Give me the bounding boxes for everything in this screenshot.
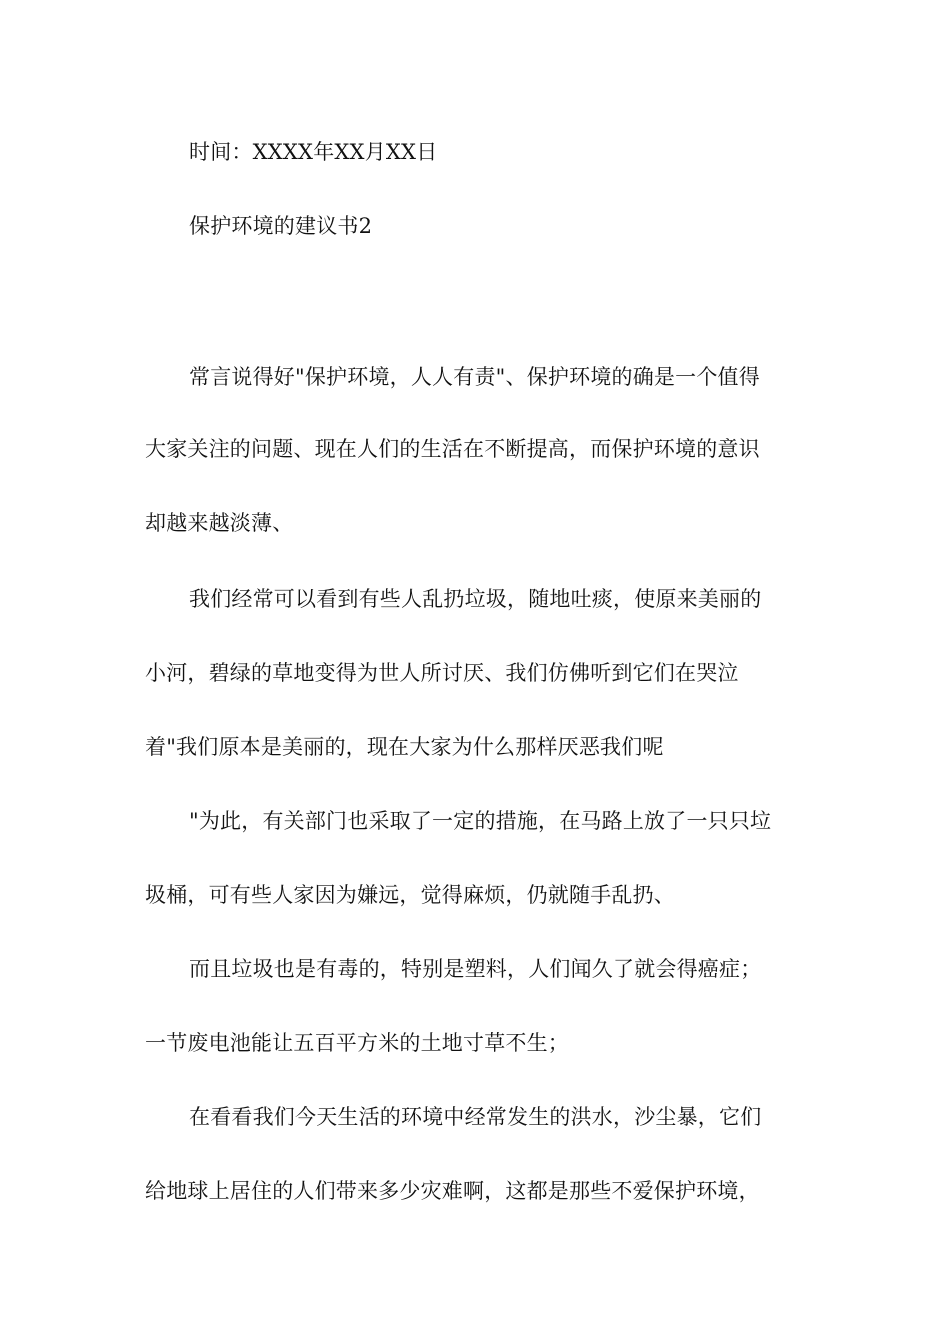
paragraph-line: 却越来越淡薄、 bbox=[145, 511, 294, 535]
paragraph-line: 给地球上居住的人们带来多少灾难啊，这都是那些不爱保护环境， bbox=[145, 1179, 760, 1203]
paragraph-line: 在看看我们今天生活的环境中经常发生的洪水，沙尘暴，它们 bbox=[189, 1105, 762, 1129]
paragraph-line: 圾桶，可有些人家因为嫌远，觉得麻烦，仍就随手乱扔、 bbox=[145, 883, 675, 907]
paragraph-line: "为此，有关部门也采取了一定的措施，在马路上放了一只只垃 bbox=[189, 809, 772, 833]
paragraph-line: 一节废电池能让五百平方米的土地寸草不生； bbox=[145, 1031, 569, 1055]
paragraph-line: 我们经常可以看到有些人乱扔垃圾，随地吐痰，使原来美丽的 bbox=[189, 587, 762, 611]
paragraph-line: 而且垃圾也是有毒的，特别是塑料，人们闻久了就会得癌症； bbox=[189, 957, 762, 981]
paragraph-line: 小河，碧绿的草地变得为世人所讨厌、我们仿佛听到它们在哭泣 bbox=[145, 661, 739, 685]
paragraph-line: 大家关注的问题、现在人们的生活在不断提高，而保护环境的意识 bbox=[145, 437, 760, 461]
paragraph-line: 常言说得好"保护环境，人人有责"、保护环境的确是一个值得 bbox=[189, 365, 760, 389]
date-line: 时间：XXXX年XX月XX日 bbox=[189, 140, 438, 164]
paragraph-line: 着"我们原本是美丽的，现在大家为什么那样厌恶我们呢 bbox=[145, 735, 664, 759]
document-title: 保护环境的建议书2 bbox=[189, 214, 373, 238]
